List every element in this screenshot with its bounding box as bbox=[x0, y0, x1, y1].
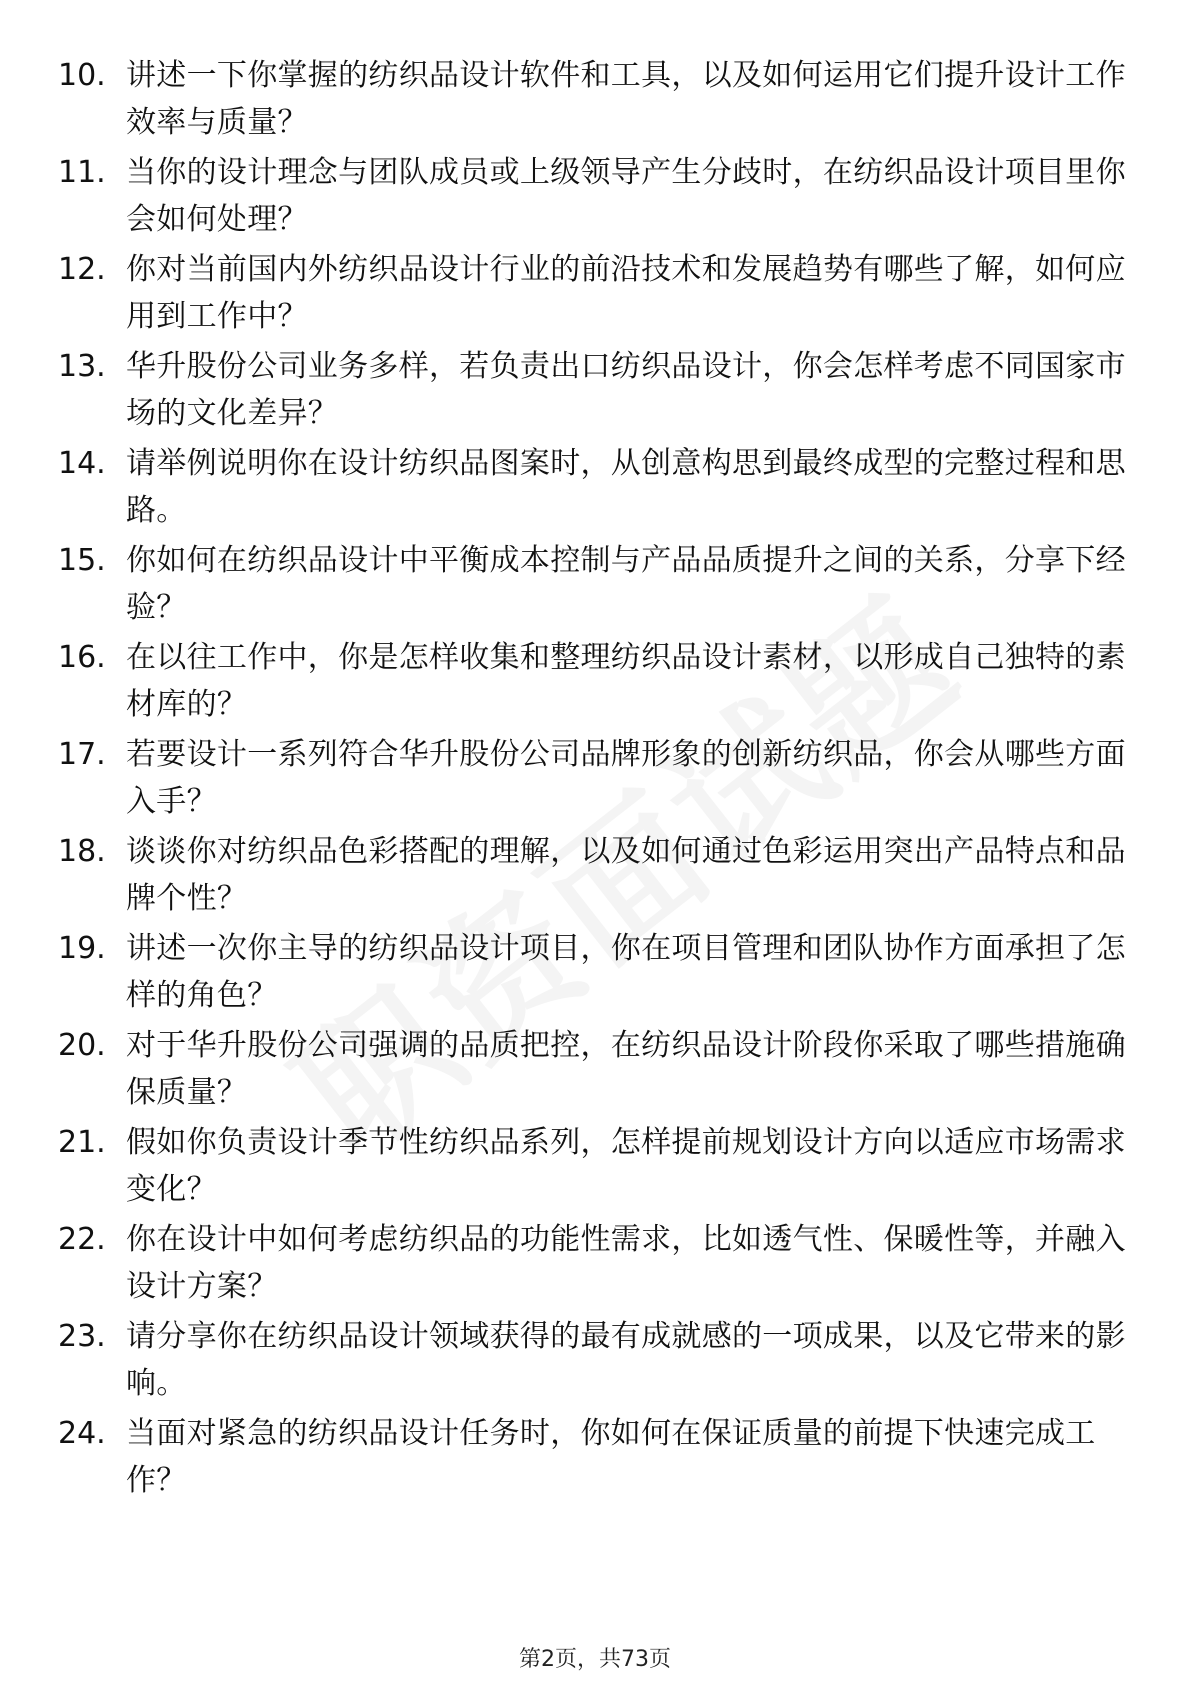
question-number: 23. bbox=[58, 1319, 106, 1354]
question-text: 请举例说明你在设计纺织品图案时，从创意构思到最终成型的完整过程和思路。 bbox=[126, 446, 1126, 528]
question-item bbox=[0, 440, 1190, 537]
question-text: 在以往工作中，你是怎样收集和整理纺织品设计素材，以形成自己独特的素材库的？ bbox=[126, 640, 1126, 722]
question-number: 24. bbox=[58, 1416, 106, 1451]
question-item bbox=[0, 537, 1190, 634]
question-item bbox=[0, 246, 1190, 343]
question-text: 华升股份公司业务多样，若负责出口纺织品设计，你会怎样考虑不同国家市场的文化差异？ bbox=[126, 349, 1126, 431]
question-number: 19. bbox=[58, 931, 106, 966]
question-number: 15. bbox=[58, 543, 106, 578]
question-item bbox=[0, 343, 1190, 440]
question-item bbox=[0, 731, 1190, 828]
question-number: 21. bbox=[58, 1125, 106, 1160]
question-number: 16. bbox=[58, 640, 106, 675]
question-item bbox=[0, 634, 1190, 731]
question-text: 请分享你在纺织品设计领域获得的最有成就感的一项成果，以及它带来的影响。 bbox=[126, 1319, 1126, 1401]
question-text: 你对当前国内外纺织品设计行业的前沿技术和发展趋势有哪些了解，如何应用到工作中？ bbox=[126, 252, 1126, 334]
question-text: 当你的设计理念与团队成员或上级领导产生分歧时，在纺织品设计项目里你会如何处理？ bbox=[126, 155, 1126, 237]
question-text: 假如你负责设计季节性纺织品系列，怎样提前规划设计方向以适应市场需求变化？ bbox=[126, 1125, 1126, 1207]
question-number: 14. bbox=[58, 446, 106, 481]
question-text: 讲述一次你主导的纺织品设计项目，你在项目管理和团队协作方面承担了怎样的角色？ bbox=[126, 931, 1126, 1013]
question-item bbox=[0, 52, 1190, 149]
question-number: 17. bbox=[58, 737, 106, 772]
question-item bbox=[0, 1216, 1190, 1313]
question-text: 讲述一下你掌握的纺织品设计软件和工具，以及如何运用它们提升设计工作效率与质量？ bbox=[126, 58, 1126, 140]
question-item bbox=[0, 149, 1190, 246]
question-item bbox=[0, 925, 1190, 1022]
question-number: 10. bbox=[58, 58, 106, 93]
page-footer: 第2页，共73页 bbox=[519, 1647, 671, 1672]
question-text: 若要设计一系列符合华升股份公司品牌形象的创新纺织品，你会从哪些方面入手？ bbox=[126, 737, 1126, 819]
question-text: 对于华升股份公司强调的品质把控，在纺织品设计阶段你采取了哪些措施确保质量？ bbox=[126, 1028, 1126, 1110]
question-number: 11. bbox=[58, 155, 106, 190]
question-list bbox=[0, 52, 1190, 1507]
question-number: 18. bbox=[58, 834, 106, 869]
question-number: 12. bbox=[58, 252, 106, 287]
question-text: 当面对紧急的纺织品设计任务时，你如何在保证质量的前提下快速完成工作？ bbox=[126, 1416, 1096, 1498]
question-text: 你如何在纺织品设计中平衡成本控制与产品品质提升之间的关系，分享下经验？ bbox=[126, 543, 1126, 625]
question-text: 你在设计中如何考虑纺织品的功能性需求，比如透气性、保暖性等，并融入设计方案？ bbox=[126, 1222, 1126, 1304]
question-number: 20. bbox=[58, 1028, 106, 1063]
question-text: 谈谈你对纺织品色彩搭配的理解，以及如何通过色彩运用突出产品特点和品牌个性？ bbox=[126, 834, 1126, 916]
question-item bbox=[0, 1119, 1190, 1216]
question-item bbox=[0, 1022, 1190, 1119]
question-number: 13. bbox=[58, 349, 106, 384]
question-item bbox=[0, 1313, 1190, 1410]
question-item bbox=[0, 1410, 1190, 1507]
question-number: 22. bbox=[58, 1222, 106, 1257]
question-item bbox=[0, 828, 1190, 925]
